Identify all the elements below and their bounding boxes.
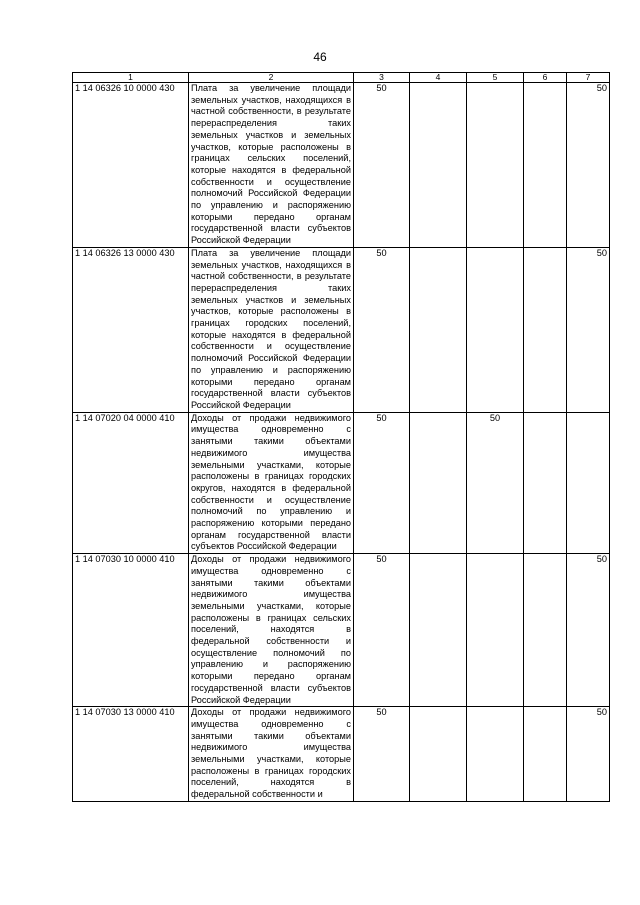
value-col-6 xyxy=(524,412,567,553)
page-number: 46 xyxy=(313,50,327,64)
income-description: Доходы от продажи недвижимого имущества одновременно с занятыми такими объектами недвижимого имущества земельными участками, которые расположены в границах сельских поселений, находятся в федеральной собственности и осуществление полномочий по управлению и распоряжению которыми передано органам государственной власти субъектов Российской Федерации xyxy=(189,554,354,707)
table-row xyxy=(73,554,610,707)
column-header: 1 xyxy=(73,73,189,83)
value-col-7: 50 xyxy=(567,83,610,248)
value-col-7 xyxy=(567,412,610,553)
table-row xyxy=(73,83,610,248)
table-row xyxy=(73,412,610,553)
budget-table xyxy=(72,72,610,802)
value-col-4 xyxy=(410,247,467,412)
value-col-4 xyxy=(410,83,467,248)
value-col-3: 50 xyxy=(354,247,410,412)
income-description: Доходы от продажи недвижимого имущества одновременно с занятыми такими объектами недвижимого имущества земельными участками, которые расположены в границах городских поселений, находятся в федеральной собственности и xyxy=(189,707,354,802)
value-col-6 xyxy=(524,83,567,248)
table-row xyxy=(73,707,610,802)
value-col-5 xyxy=(467,707,524,802)
value-col-7: 50 xyxy=(567,247,610,412)
value-col-4 xyxy=(410,554,467,707)
value-col-3: 50 xyxy=(354,554,410,707)
table-row xyxy=(73,247,610,412)
income-description: Плата за увеличение площади земельных участков, находящихся в частной собственности, в результате перераспределения таких земельных участков и земельных участков, которые расположены в границах сельских поселений, которые находятся в федеральной собственности и осуществление полномочий Российской Федерации по управлению и распоряжению которыми передано органам государственной власти субъектов Российской Федерации xyxy=(189,83,354,248)
value-col-7: 50 xyxy=(567,554,610,707)
value-col-3: 50 xyxy=(354,412,410,553)
column-header: 6 xyxy=(524,73,567,83)
value-col-6 xyxy=(524,247,567,412)
value-col-5: 50 xyxy=(467,412,524,553)
value-col-3: 50 xyxy=(354,83,410,248)
table-header-row xyxy=(73,73,610,83)
income-description: Плата за увеличение площади земельных участков, находящихся в частной собственности, в результате перераспределения таких земельных участков и земельных участков, которые расположены в границах городских поселений, которые находятся в федеральной собственности и осуществление полномочий Российской Федерации по управлению и распоряжению которыми передано органам государственной власти субъектов Российской Федерации xyxy=(189,247,354,412)
income-code: 1 14 06326 10 0000 430 xyxy=(73,83,189,248)
value-col-7: 50 xyxy=(567,707,610,802)
value-col-5 xyxy=(467,247,524,412)
income-code: 1 14 06326 13 0000 430 xyxy=(73,247,189,412)
column-header: 3 xyxy=(354,73,410,83)
value-col-6 xyxy=(524,707,567,802)
income-code: 1 14 07030 13 0000 410 xyxy=(73,707,189,802)
value-col-5 xyxy=(467,554,524,707)
column-header: 7 xyxy=(567,73,610,83)
column-header: 4 xyxy=(410,73,467,83)
value-col-4 xyxy=(410,707,467,802)
income-description: Доходы от продажи недвижимого имущества одновременно с занятыми такими объектами недвижимого имущества земельными участками, которые расположены в границах городских округов, находятся в федеральной собственности и осуществление полномочий по управлению и распоряжению которыми передано органам государственной власти субъектов Российской Федерации xyxy=(189,412,354,553)
income-code: 1 14 07020 04 0000 410 xyxy=(73,412,189,553)
value-col-3: 50 xyxy=(354,707,410,802)
column-header: 2 xyxy=(189,73,354,83)
value-col-4 xyxy=(410,412,467,553)
value-col-5 xyxy=(467,83,524,248)
column-header: 5 xyxy=(467,73,524,83)
value-col-6 xyxy=(524,554,567,707)
income-code: 1 14 07030 10 0000 410 xyxy=(73,554,189,707)
